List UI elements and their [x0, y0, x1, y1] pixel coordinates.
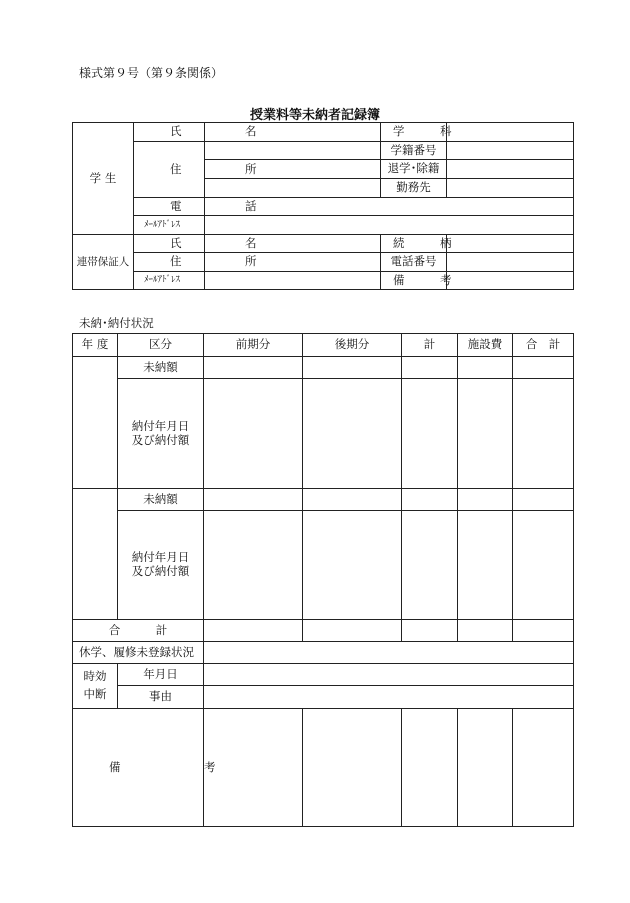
- unpaid-label-2: 未納額: [118, 489, 204, 511]
- guarantor-phone-field[interactable]: [447, 253, 574, 272]
- year-field-1[interactable]: [73, 357, 118, 489]
- phone-label: 電 話: [134, 198, 205, 216]
- col-category: 区分: [118, 334, 204, 357]
- student-no-label: 学籍番号: [381, 142, 447, 160]
- guarantor-group-label: 連帯保証人: [73, 235, 134, 290]
- paid-label-2-line1: 納付年月日: [131, 550, 190, 565]
- student-group-label: 学 生: [73, 123, 134, 235]
- remarks-total[interactable]: [513, 709, 574, 827]
- form-number: 様式第９号（第９条関係）: [79, 66, 224, 80]
- student-no-field[interactable]: [447, 142, 574, 160]
- remarks-label: 備 考: [381, 272, 447, 290]
- unpaid-1-first[interactable]: [204, 357, 303, 379]
- paid-1-total[interactable]: [513, 379, 574, 489]
- unpaid-1-subtotal[interactable]: [402, 357, 458, 379]
- paid-label-2-line2: 及び納付額: [131, 564, 190, 578]
- paid-1-first[interactable]: [204, 379, 303, 489]
- workplace-field[interactable]: [447, 179, 574, 198]
- paid-label-2: [118, 511, 204, 620]
- unpaid-2-total[interactable]: [513, 489, 574, 511]
- department-label: 学 科: [381, 123, 447, 142]
- paid-1-second[interactable]: [303, 379, 402, 489]
- remarks-field[interactable]: [447, 272, 574, 290]
- col-total: 合 計: [513, 334, 574, 357]
- total-total[interactable]: [513, 620, 574, 642]
- guarantor-email-field[interactable]: [205, 272, 381, 290]
- prescription-label-line1: 時効: [83, 669, 107, 684]
- reason-field[interactable]: [204, 686, 574, 709]
- total-first[interactable]: [204, 620, 303, 642]
- workplace-label: 勤務先: [381, 179, 447, 198]
- department-field[interactable]: [447, 123, 574, 142]
- year-field-2[interactable]: [73, 489, 118, 620]
- prescription-label: [73, 664, 118, 709]
- student-info-table: [72, 122, 574, 290]
- date-label: 年月日: [118, 664, 204, 686]
- unpaid-label-1: 未納額: [118, 357, 204, 379]
- remarks-row-label: 備 考: [73, 709, 204, 827]
- reason-label: 事由: [118, 686, 204, 709]
- unpaid-1-facility[interactable]: [458, 357, 513, 379]
- paid-2-total[interactable]: [513, 511, 574, 620]
- name-label: 氏 名: [134, 123, 205, 142]
- col-second-half: 後期分: [303, 334, 402, 357]
- leave-row-label: 休学、履修未登録状況: [73, 642, 204, 664]
- payment-section-label: 未納･納付状況: [79, 316, 154, 330]
- total-subtotal[interactable]: [402, 620, 458, 642]
- paid-label-1: [118, 379, 204, 489]
- col-year: 年 度: [73, 334, 118, 357]
- paid-1-facility[interactable]: [458, 379, 513, 489]
- address-label: 住 所: [134, 142, 205, 198]
- unpaid-2-subtotal[interactable]: [402, 489, 458, 511]
- prescription-label-line2: 中断: [83, 687, 107, 701]
- paid-1-subtotal[interactable]: [402, 379, 458, 489]
- date-field[interactable]: [204, 664, 574, 686]
- paid-2-subtotal[interactable]: [402, 511, 458, 620]
- unpaid-2-second[interactable]: [303, 489, 402, 511]
- remarks-facility[interactable]: [458, 709, 513, 827]
- relation-field[interactable]: [447, 235, 574, 253]
- guarantor-name-label: 氏 名: [134, 235, 205, 253]
- unpaid-2-first[interactable]: [204, 489, 303, 511]
- unpaid-2-facility[interactable]: [458, 489, 513, 511]
- unpaid-1-second[interactable]: [303, 357, 402, 379]
- unpaid-1-total[interactable]: [513, 357, 574, 379]
- withdrawal-field[interactable]: [447, 160, 574, 179]
- document-title: 授業料等未納者記録簿: [249, 108, 380, 123]
- remarks-second[interactable]: [303, 709, 402, 827]
- total-facility[interactable]: [458, 620, 513, 642]
- email-field[interactable]: [205, 216, 574, 235]
- relation-label: 続 柄: [381, 235, 447, 253]
- paid-2-second[interactable]: [303, 511, 402, 620]
- guarantor-phone-label: 電話番号: [381, 253, 447, 272]
- payment-table: [72, 333, 574, 827]
- col-first-half: 前期分: [204, 334, 303, 357]
- leave-row-field[interactable]: [204, 642, 574, 664]
- paid-label-1-line2: 及び納付額: [131, 432, 190, 447]
- col-subtotal: 計: [402, 334, 458, 357]
- email-label: ﾒｰﾙｱﾄﾞﾚｽ: [134, 216, 205, 235]
- paid-label-1-line1: 納付年月日: [131, 418, 190, 433]
- address-field-3[interactable]: [205, 179, 381, 198]
- total-second[interactable]: [303, 620, 402, 642]
- total-row-label: 合 計: [73, 620, 204, 642]
- col-facility: 施設費: [458, 334, 513, 357]
- withdrawal-label: 退学･除籍: [381, 160, 447, 179]
- guarantor-address-label: 住 所: [134, 253, 205, 272]
- remarks-subtotal[interactable]: [402, 709, 458, 827]
- paid-2-facility[interactable]: [458, 511, 513, 620]
- paid-2-first[interactable]: [204, 511, 303, 620]
- address-field-1[interactable]: [205, 142, 381, 160]
- guarantor-email-label: ﾒｰﾙｱﾄﾞﾚｽ: [134, 272, 205, 290]
